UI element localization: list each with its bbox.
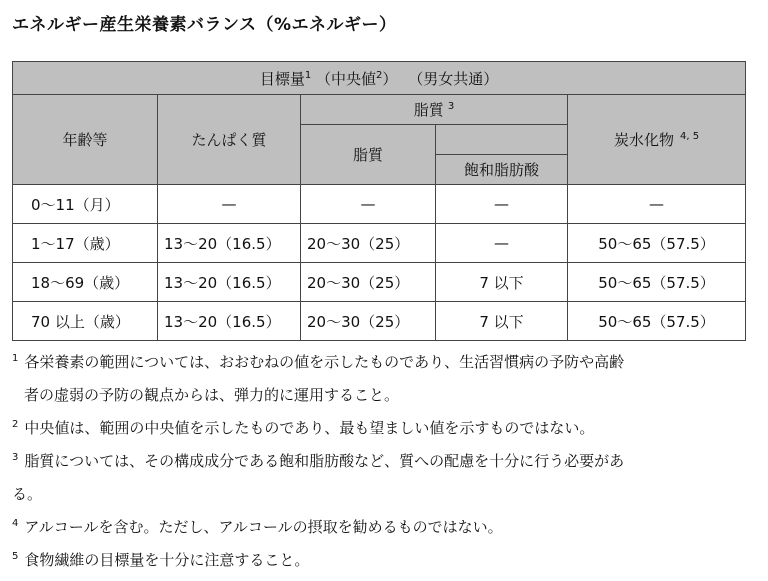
- carbohydrate-cell: 50～65（57.5）: [568, 302, 746, 341]
- carbohydrate-header: [568, 95, 746, 185]
- carbohydrate-label: 炭水化物: [613, 131, 674, 149]
- footnote-text: 各栄養素の範囲については、おおむねの値を示したものであり、生活習慣病の予防や高齢: [24, 353, 625, 371]
- lipid-cell: 20～30（25）: [301, 263, 436, 302]
- footnote-1-continuation: [12, 379, 752, 412]
- age-cell: 1～17（歳）: [13, 224, 158, 263]
- lipid-group-header: [301, 95, 568, 125]
- goal-label: 目標量: [259, 69, 305, 88]
- carbohydrate-footnote-ref: 4, 5: [679, 131, 700, 142]
- footnote-3: [12, 445, 752, 478]
- median-footnote-ref: 2: [376, 69, 383, 81]
- lipid-cell: 20～30（25）: [301, 302, 436, 341]
- saturated-fat-cell: —: [436, 224, 568, 263]
- table-row: [13, 302, 746, 341]
- age-cell: 70 以上（歳）: [13, 302, 158, 341]
- footnote-text: 者の虚弱の予防の観点からは、弾力的に運用すること。: [24, 386, 400, 404]
- both-sexes-label: （男女共通）: [408, 69, 499, 88]
- footnote-mark: 4: [12, 518, 19, 529]
- carbohydrate-cell: 50～65（57.5）: [568, 224, 746, 263]
- carbohydrate-cell: 50～65（57.5）: [568, 263, 746, 302]
- footnote-2: [12, 412, 752, 445]
- table-row: [13, 185, 746, 224]
- protein-cell: 13～20（16.5）: [158, 263, 301, 302]
- lipid-header: 脂質: [301, 125, 436, 185]
- footnote-text: 中央値は、範囲の中央値を示したものであり、最も望ましい値を示すものではない。: [24, 419, 595, 437]
- footnote-5: [12, 544, 752, 577]
- footnote-text: 食物繊維の目標量を十分に注意すること。: [24, 551, 310, 569]
- age-header: 年齢等: [13, 95, 158, 185]
- age-cell: 18～69（歳）: [13, 263, 158, 302]
- footnote-1: [12, 346, 752, 379]
- footnote-mark: 5: [12, 551, 19, 562]
- saturated-fat-header-spacer: [436, 125, 568, 155]
- protein-cell: 13～20（16.5）: [158, 224, 301, 263]
- footnote-text: アルコールを含む。ただし、アルコールの摂取を勧めるものではない。: [24, 518, 503, 536]
- lipid-cell: —: [301, 185, 436, 224]
- median-label: （中央値: [316, 69, 377, 88]
- median-close: ）: [382, 69, 398, 88]
- footnote-mark: 3: [12, 452, 19, 463]
- saturated-fat-cell: 7 以下: [436, 263, 568, 302]
- saturated-fat-header: 飽和脂肪酸: [436, 155, 568, 185]
- saturated-fat-cell: —: [436, 185, 568, 224]
- carbohydrate-cell: —: [568, 185, 746, 224]
- age-cell: 0～11（月）: [13, 185, 158, 224]
- lipid-group-label: 脂質: [413, 101, 444, 119]
- footnote-text: 脂質については、その構成成分である飽和脂肪酸など、質への配慮を十分に行う必要があ: [24, 452, 625, 470]
- nutrition-balance-table: [12, 61, 746, 341]
- lipid-cell: 20～30（25）: [301, 224, 436, 263]
- footnote-mark: 1: [12, 353, 19, 364]
- footnote-mark: 2: [12, 419, 19, 430]
- goal-footnote-ref: 1: [304, 69, 312, 81]
- protein-header: たんぱく質: [158, 95, 301, 185]
- footnote-4: [12, 511, 752, 544]
- footnotes: [12, 346, 752, 577]
- goal-header: [13, 62, 746, 95]
- footnote-3-continuation: [12, 478, 752, 511]
- page-title: エネルギー産生栄養素バランス（%エネルギー）: [12, 15, 397, 35]
- saturated-fat-cell: 7 以下: [436, 302, 568, 341]
- protein-cell: —: [158, 185, 301, 224]
- lipid-footnote-ref: 3: [447, 101, 455, 112]
- table-row: [13, 263, 746, 302]
- protein-cell: 13～20（16.5）: [158, 302, 301, 341]
- footnote-text: る。: [12, 485, 43, 503]
- table-row: [13, 224, 746, 263]
